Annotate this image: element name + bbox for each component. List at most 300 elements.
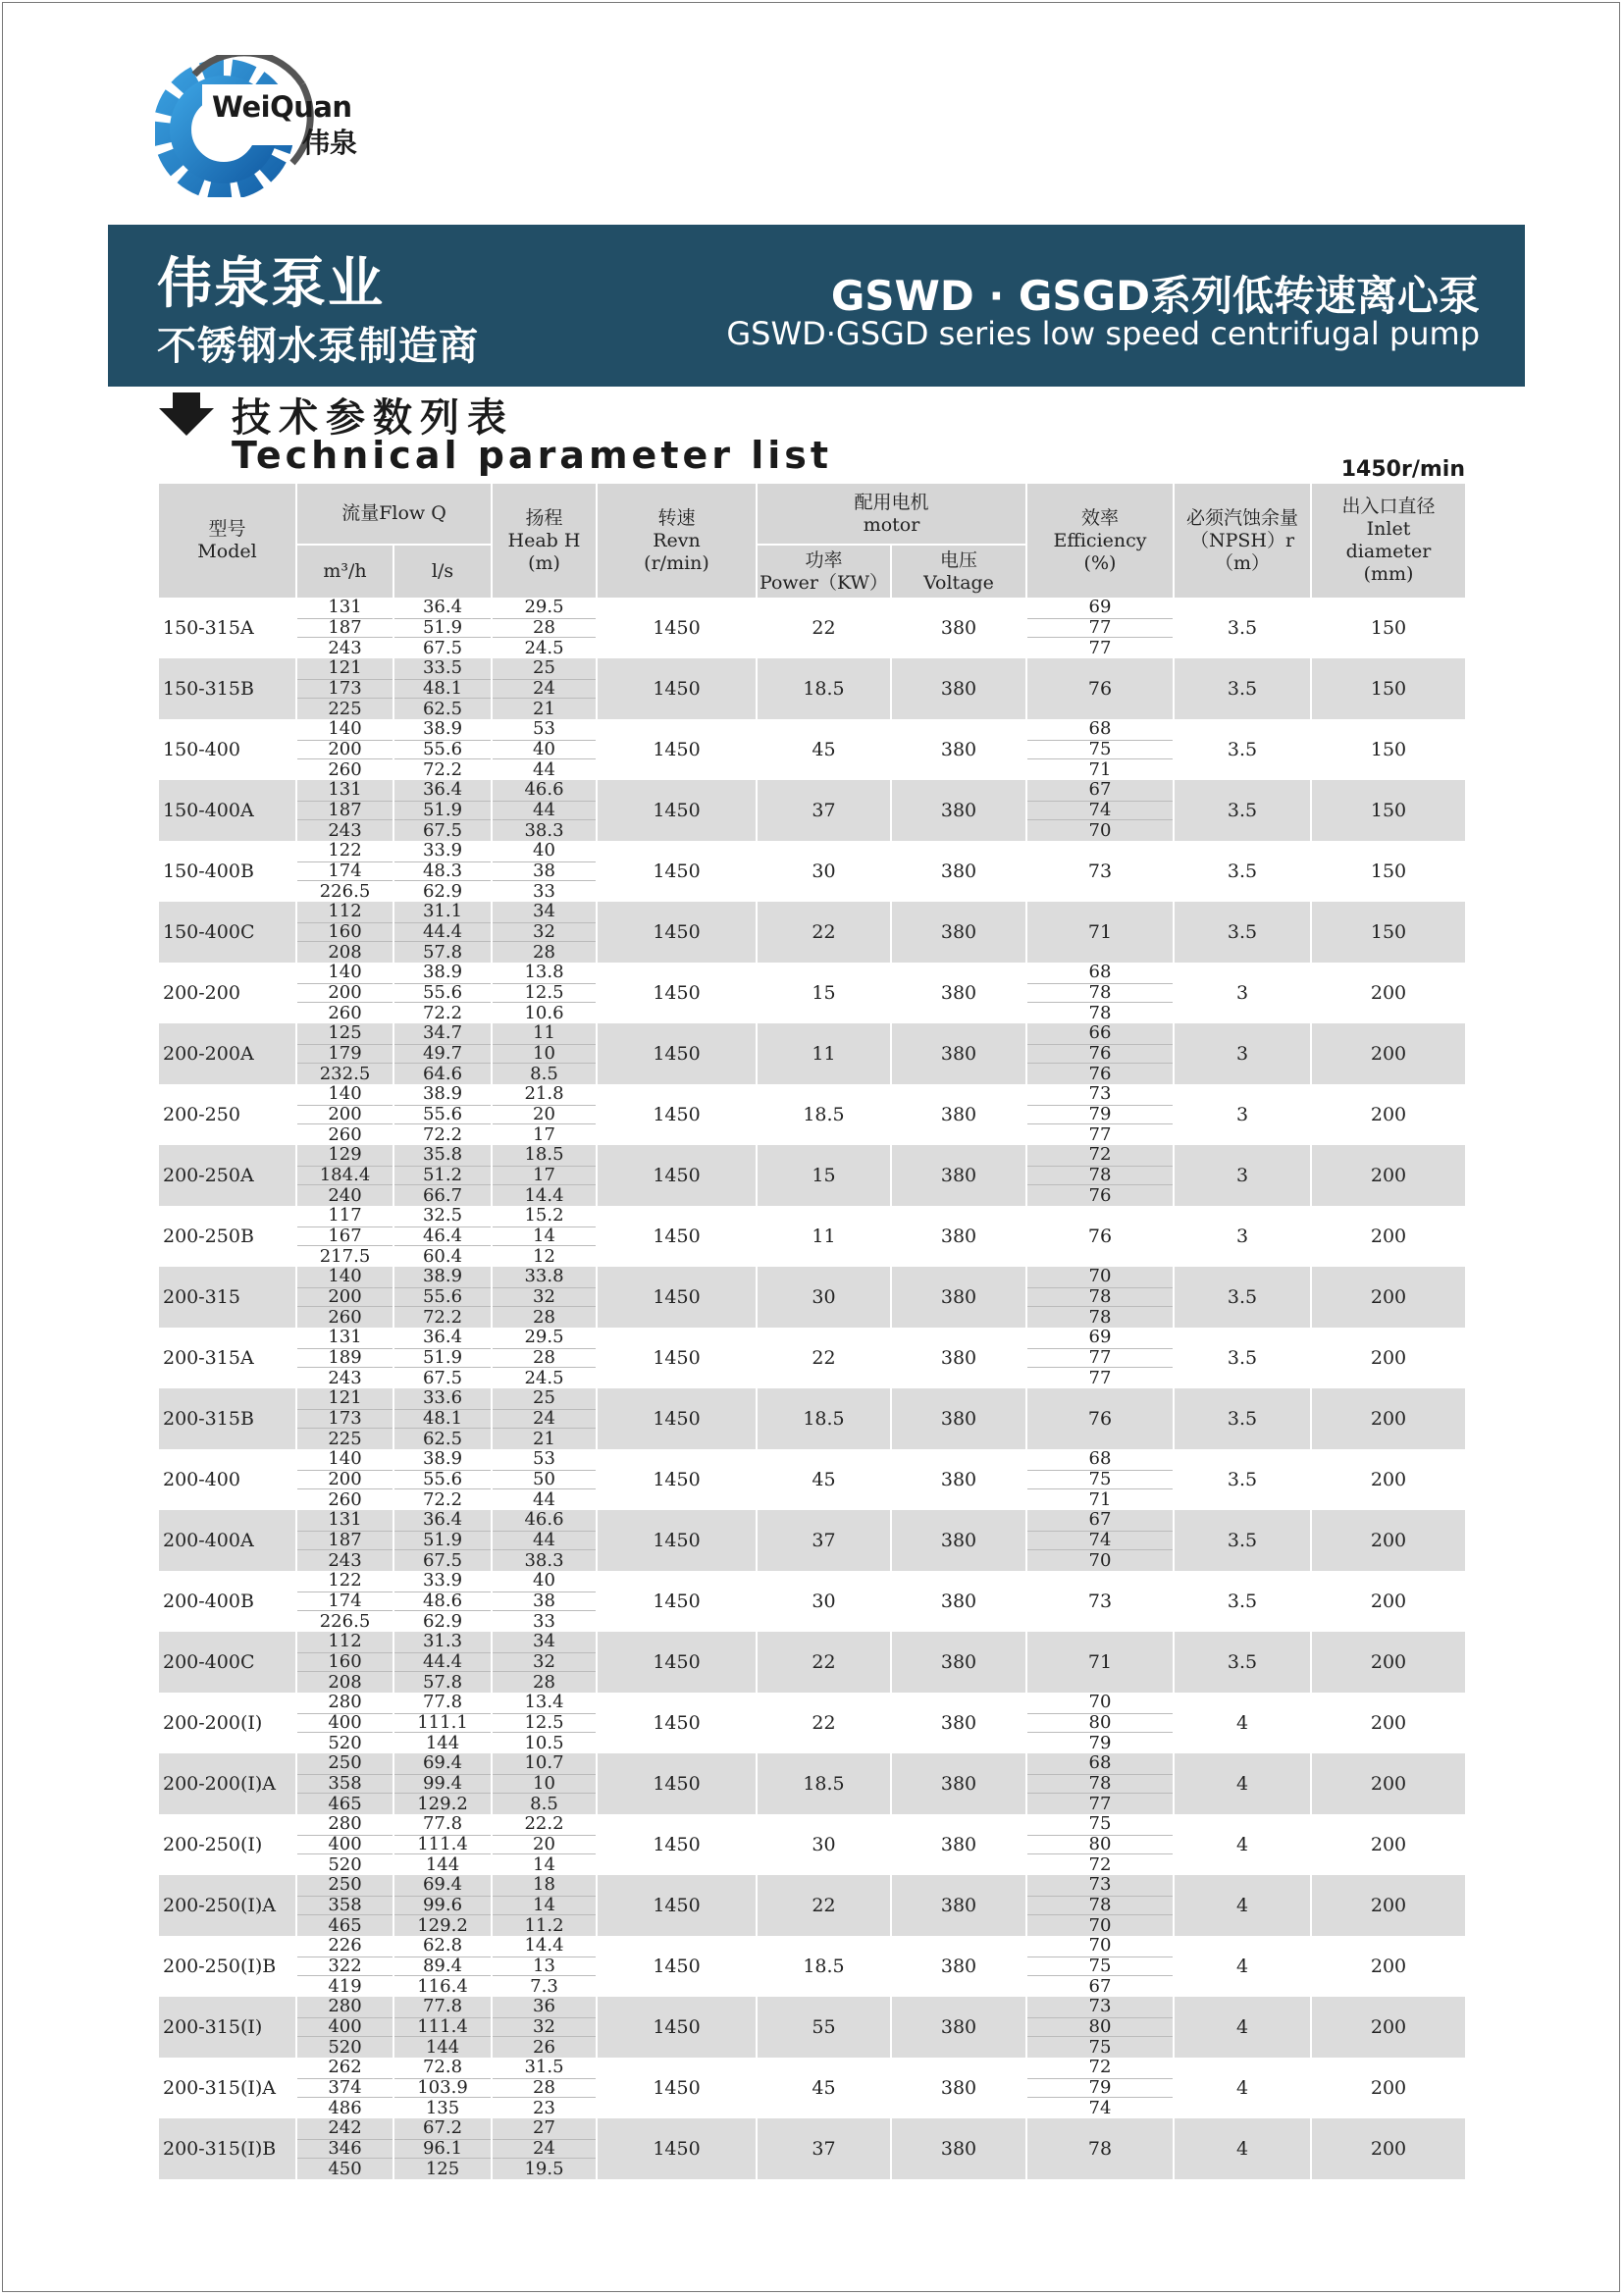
cell-d: 200 [1370,1895,1407,1916]
cell-ls [394,1084,491,1145]
cell-ls-value: 35.8 [422,1144,463,1166]
cell-v: 380 [940,1834,977,1855]
cell-eff-value: 71 [1088,758,1112,780]
cell-d: 200 [1370,1408,1407,1430]
table-header [159,484,1465,598]
cell-model: 150-315A [163,617,254,639]
cell-ls [394,1571,491,1632]
header-voltage-en: Voltage [923,571,994,594]
cell-q-value: 217.5 [319,1245,371,1267]
table-row [159,1145,1465,1206]
cell-eff-value: 70 [1088,1549,1112,1571]
cell-kw: 18.5 [803,1104,845,1125]
cell-eff-value: 78 [1027,983,1173,1004]
cell-rpm: 1450 [653,1530,701,1551]
header-inlet-unit: (mm) [1363,563,1414,585]
cell-eff-value: 68 [1088,718,1112,740]
cell-ls-value: 60.4 [422,1245,463,1267]
cell-eff-value: 78 [1027,1287,1173,1308]
cell-q-value: 242 [328,2117,362,2139]
cell-npsh: 3.5 [1227,1530,1258,1551]
cell-model: 200-250(I)B [163,1956,277,1977]
header-head-en: Heab H [507,529,581,551]
cell-q [297,1145,393,1206]
cell-h-value: 40 [533,1570,555,1592]
cell-q-value: 184.4 [297,1166,393,1186]
cell-h [493,2058,596,2118]
cell-eff-value: 78 [1088,1002,1112,1023]
cell-q [297,2058,393,2118]
cell-kw: 37 [812,1530,836,1551]
cell-eff-value: 77 [1088,1793,1112,1814]
cell-q-value: 243 [328,819,362,841]
cell-q [297,1814,393,1875]
cell-h [493,1693,596,1753]
header-motor [758,484,1025,544]
cell-ls-value: 31.3 [422,1631,463,1652]
table-row [159,1875,1465,1936]
header-eff-en: Efficiency [1053,529,1147,551]
cell-kw: 22 [812,1712,836,1734]
cell-q [297,963,393,1023]
cell-ls-value: 64.6 [422,1063,463,1084]
cell-q-value: 131 [328,779,362,801]
cell-eff [1027,780,1173,841]
cell-h-value: 24 [493,2139,596,2160]
cell-npsh: 3.5 [1227,678,1258,700]
cell-h-value: 12 [533,1245,555,1267]
cell-model: 200-315B [163,1408,254,1430]
cell-rpm: 1450 [653,921,701,943]
cell-eff-value: 79 [1088,1732,1112,1753]
cell-h-value: 38.3 [524,1549,564,1571]
cell-npsh: 3 [1235,1226,1249,1247]
cell-v: 380 [940,1956,977,1977]
cell-rpm: 1450 [653,1226,701,1247]
header-eff-unit: (%) [1083,551,1117,574]
cell-d: 200 [1370,1104,1407,1125]
cell-eff [1027,1875,1173,1936]
cell-h-value: 44 [533,1488,555,1510]
cell-q-value: 167 [297,1226,393,1247]
cell-eff-value: 70 [1088,1914,1112,1936]
cell-h-value: 21 [533,698,555,719]
cell-ls [394,1388,491,1449]
cell-rpm: 1450 [653,1591,701,1612]
cell-ls-value: 51.9 [394,1348,491,1369]
cell-v: 380 [940,1408,977,1430]
cell-h-value: 26 [533,2036,555,2058]
cell-ls [394,902,491,963]
cell-model: 200-315(I)B [163,2138,277,2160]
table-row [159,719,1465,780]
cell-q-value: 260 [328,758,362,780]
cell-ls-value: 62.9 [422,1610,463,1632]
cell-rpm: 1450 [653,800,701,821]
cell-q-value: 243 [328,637,362,658]
cell-h-value: 28 [493,618,596,639]
cell-eff-value: 68 [1088,1752,1112,1774]
header-model-cn: 型号 [208,518,246,540]
cell-q-value: 160 [297,1652,393,1673]
cell-eff-value: 70 [1088,1266,1112,1287]
cell-ls-value: 69.4 [422,1752,463,1774]
cell-q [297,2118,393,2179]
cell-model: 200-250B [163,1226,254,1247]
cell-h [493,1328,596,1388]
cell-q-value: 140 [328,1083,362,1105]
cell-ls [394,1936,491,1997]
cell-q [297,780,393,841]
cell-eff [1027,2058,1173,2118]
table-row [159,1510,1465,1571]
cell-ls [394,1267,491,1328]
cell-model: 150-400A [163,800,254,821]
cell-ls-value: 129.2 [417,1793,468,1814]
cell-eff [1027,1814,1173,1875]
cell-eff [1027,1023,1173,1084]
cell-ls-value: 48.1 [394,679,491,700]
cell-h-value: 23 [533,2097,555,2118]
cell-model: 200-250 [163,1104,240,1125]
cell-v: 380 [940,1347,977,1369]
cell-h [493,1997,596,2058]
cell-h-value: 33.8 [524,1266,564,1287]
cell-h [493,1753,596,1814]
table-row [159,1571,1465,1632]
cell-npsh: 3.5 [1227,1591,1258,1612]
cell-npsh: 3.5 [1227,1347,1258,1369]
cell-h-value: 50 [493,1470,596,1490]
cell-q [297,841,393,902]
cell-rpm: 1450 [653,1104,701,1125]
cell-h-value: 44 [533,758,555,780]
cell-ls-value: 51.2 [394,1166,491,1186]
cell-kw: 22 [812,1347,836,1369]
cell-ls-value: 31.1 [422,901,463,922]
cell-q-value: 260 [328,1306,362,1328]
cell-q-value: 226.5 [319,1610,371,1632]
cell-v: 380 [940,617,977,639]
cell-eff-value: 69 [1088,1327,1112,1348]
table-row [159,1449,1465,1510]
cell-h-value: 46.6 [524,1509,564,1531]
cell-eff-value: 70 [1088,819,1112,841]
cell-rpm: 1450 [653,1165,701,1186]
cell-ls [394,1997,491,2058]
cell-q-value: 358 [297,1774,393,1795]
cell-ls-value: 51.9 [394,1531,491,1551]
cell-h-value: 44 [493,801,596,821]
cell-ls-value: 36.4 [422,779,463,801]
cell-kw: 37 [812,2138,836,2160]
header-power-en: Power（KW） [759,571,889,594]
cell-eff [1027,1753,1173,1814]
company-name: 伟泉泵业 [157,252,385,316]
cell-npsh: 3.5 [1227,1469,1258,1490]
company-logo [155,55,371,197]
cell-q-value: 112 [328,901,362,922]
cell-h-value: 36 [533,1996,555,2017]
section-title-cn: 技术参数列表 [232,395,514,441]
cell-eff-value: 73 [1088,1874,1112,1896]
series-title-cn: GSWD · GSGD系列低转速离心泵 [830,272,1480,320]
table-row [159,1997,1465,2058]
cell-h [493,902,596,963]
cell-q-value: 208 [328,941,362,963]
cell-npsh: 3.5 [1227,617,1258,639]
cell-v: 380 [940,2138,977,2160]
cell-ls [394,1875,491,1936]
cell-h-value: 12.5 [493,1713,596,1734]
header-inlet-cn: 出入口直径 [1341,496,1436,517]
cell-ls-value: 135 [425,2097,460,2118]
cell-ls [394,658,491,719]
cell-d: 150 [1370,800,1407,821]
cell-q-value: 200 [297,983,393,1004]
cell-h [493,658,596,719]
cell-q-value: 243 [328,1549,362,1571]
cell-rpm: 1450 [653,1895,701,1916]
cell-kw: 18.5 [803,1408,845,1430]
header-head-cn: 扬程 [525,506,563,529]
cell-npsh: 3 [1235,1104,1249,1125]
cell-ls-value: 144 [425,2036,460,2058]
cell-q-value: 200 [297,1287,393,1308]
cell-kw: 11 [812,1226,836,1247]
cell-ls-value: 55.6 [394,1105,491,1125]
logo-text-en: WeiQuan [212,90,352,124]
cell-q [297,1997,393,2058]
cell-ls-value: 99.4 [394,1774,491,1795]
cell-rpm: 1450 [653,1347,701,1369]
cell-q-value: 179 [297,1044,393,1065]
cell-rpm: 1450 [653,1469,701,1490]
cell-eff [1027,1510,1173,1571]
cell-q-value: 240 [328,1184,362,1206]
cell-rpm: 1450 [653,1651,701,1673]
cell-ls [394,1206,491,1267]
cell-ls-value: 38.9 [422,1083,463,1105]
cell-ls-value: 77.8 [422,1996,463,2017]
cell-h-value: 13 [493,1957,596,1977]
cell-kw: 15 [812,1165,836,1186]
cell-ls-value: 125 [425,2158,460,2179]
cell-npsh: 4 [1235,1773,1249,1795]
table-row [159,963,1465,1023]
cell-q-value: 346 [297,2139,393,2160]
cell-eff-value: 75 [1088,1813,1112,1835]
cell-v: 380 [940,800,977,821]
header-npsh-unit: （m） [1214,551,1271,574]
cell-v: 380 [940,1469,977,1490]
cell-h-value: 21.8 [524,1083,564,1105]
cell-q [297,1023,393,1084]
cell-q [297,1267,393,1328]
cell-eff-value: 72 [1088,1853,1112,1875]
cell-rpm: 1450 [653,1834,701,1855]
cell-ls-value: 51.9 [394,801,491,821]
cell-eff: 71 [1087,921,1113,943]
cell-eff-value: 77 [1088,1367,1112,1388]
cell-h-value: 14 [493,1226,596,1247]
cell-ls [394,1693,491,1753]
table-row [159,1267,1465,1328]
cell-rpm: 1450 [653,861,701,882]
cell-ls [394,2058,491,2118]
cell-eff: 76 [1087,1226,1113,1247]
cell-eff-value: 80 [1027,1835,1173,1855]
cell-ls-value: 48.3 [394,861,491,882]
cell-h [493,1936,596,1997]
cell-q-value: 358 [297,1896,393,1916]
cell-h-value: 10.5 [524,1732,564,1753]
cell-q-value: 200 [297,1470,393,1490]
cell-model: 200-200A [163,1043,254,1065]
cell-eff-value: 68 [1088,962,1112,983]
cell-v: 380 [940,1712,977,1734]
cell-h-value: 28 [493,2078,596,2099]
header-flow-m3h-label: m³/h [323,560,367,582]
cell-d: 200 [1370,2138,1407,2160]
cell-rpm: 1450 [653,2016,701,2038]
cell-rpm: 1450 [653,739,701,760]
cell-h-value: 10 [493,1774,596,1795]
cell-q-value: 226 [328,1935,362,1957]
cell-eff-value: 67 [1088,779,1112,801]
header-inlet-en2: diameter [1345,541,1432,562]
table-row [159,1693,1465,1753]
cell-ls-value: 62.9 [422,880,463,902]
cell-ls-value: 55.6 [394,983,491,1004]
cell-q [297,1449,393,1510]
cell-d: 200 [1370,1165,1407,1186]
cell-h-value: 31.5 [524,2057,564,2078]
cell-model: 200-250(I) [163,1834,263,1855]
cell-model: 150-315B [163,678,254,700]
header-inlet-en1: Inlet [1366,518,1411,540]
cell-eff-value: 77 [1088,637,1112,658]
cell-q-value: 121 [328,657,362,679]
cell-eff-value: 75 [1027,1957,1173,1977]
cell-ls [394,1510,491,1571]
cell-eff-value: 75 [1027,1470,1173,1490]
cell-model: 200-315 [163,1286,240,1308]
cell-q-value: 174 [297,1592,393,1612]
cell-ls-value: 89.4 [394,1957,491,1977]
cell-ls-value: 38.9 [422,962,463,983]
cell-q-value: 121 [328,1387,362,1409]
cell-q-value: 226.5 [319,880,371,902]
table-row [159,1328,1465,1388]
cell-h-value: 24 [493,679,596,700]
cell-eff-value: 78 [1027,1166,1173,1186]
cell-h-value: 53 [533,718,555,740]
cell-ls-value: 66.7 [422,1184,463,1206]
cell-npsh: 3.5 [1227,861,1258,882]
cell-h-value: 34 [533,901,555,922]
cell-eff-value: 74 [1027,1531,1173,1551]
cell-h-value: 25 [533,1387,555,1409]
cell-d: 200 [1370,1834,1407,1855]
cell-npsh: 4 [1235,1895,1249,1916]
cell-v: 380 [940,678,977,700]
cell-model: 150-400B [163,861,254,882]
cell-h-value: 17 [493,1166,596,1186]
cell-ls-value: 51.9 [394,618,491,639]
cell-rpm: 1450 [653,1043,701,1065]
cell-h-value: 13.8 [524,962,564,983]
cell-model: 200-250A [163,1165,254,1186]
cell-kw: 30 [812,1834,836,1855]
cell-kw: 22 [812,1895,836,1916]
cell-h-value: 10 [493,1044,596,1065]
cell-q-value: 450 [328,2158,362,2179]
cell-eff-value: 66 [1088,1022,1112,1044]
cell-eff-value: 76 [1088,1184,1112,1206]
cell-ls-value: 33.9 [422,1570,463,1592]
cell-q-value: 520 [328,1732,362,1753]
cell-ls-value: 72.2 [422,1002,463,1023]
cell-eff-value: 79 [1027,2078,1173,2099]
cell-ls-value: 116.4 [417,1975,468,1997]
header-head [493,484,596,598]
cell-h-value: 18 [533,1874,555,1896]
cell-h [493,1875,596,1936]
cell-npsh: 3.5 [1227,921,1258,943]
cell-h [493,1084,596,1145]
cell-ls-value: 44.4 [394,922,491,943]
table-row [159,1084,1465,1145]
cell-v: 380 [940,1651,977,1673]
cell-d: 200 [1370,1469,1407,1490]
header-flow-ls [394,546,491,598]
cell-d: 200 [1370,982,1407,1004]
cell-eff-value: 69 [1088,597,1112,618]
cell-eff-value: 70 [1088,1692,1112,1713]
cell-q [297,1875,393,1936]
header-flow-ls-label: l/s [431,560,454,582]
cell-ls [394,598,491,658]
cell-q-value: 280 [328,1813,362,1835]
cell-ls-value: 77.8 [422,1692,463,1713]
cell-q [297,1936,393,1997]
cell-q-value: 486 [328,2097,362,2118]
cell-h [493,1814,596,1875]
cell-h-value: 40 [493,740,596,760]
cell-h [493,1267,596,1328]
cell-q-value: 122 [328,840,362,861]
cell-kw: 30 [812,861,836,882]
cell-q-value: 131 [328,1327,362,1348]
header-efficiency [1027,484,1173,598]
header-voltage [892,546,1025,598]
cell-ls-value: 129.2 [417,1914,468,1936]
cell-q-value: 280 [328,1692,362,1713]
table-body [159,598,1465,2179]
cell-eff [1027,1328,1173,1388]
cell-h [493,1145,596,1206]
cell-d: 200 [1370,2016,1407,2038]
cell-npsh: 3.5 [1227,800,1258,821]
table-row [159,658,1465,719]
cell-eff [1027,1449,1173,1510]
cell-q-value: 260 [328,1123,362,1145]
cell-h-value: 8.5 [530,1793,558,1814]
cell-ls-value: 72.2 [422,758,463,780]
table-row [159,1388,1465,1449]
cell-ls-value: 111.1 [394,1713,491,1734]
